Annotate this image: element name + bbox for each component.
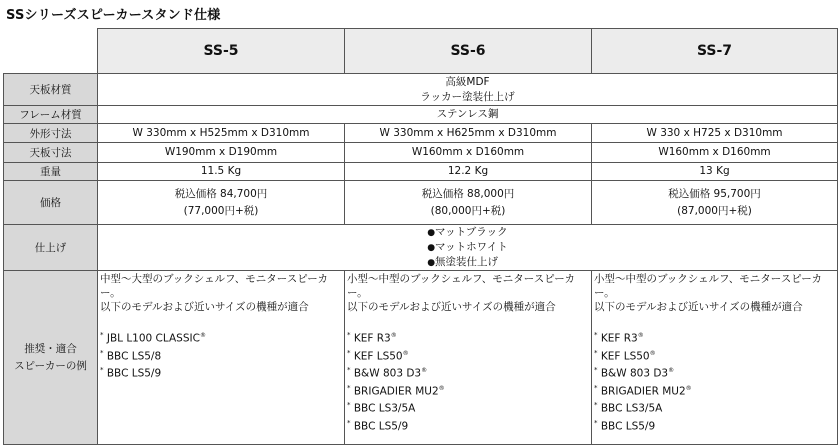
price-ss7 <box>592 181 838 225</box>
corner-cell <box>4 29 98 74</box>
finish-item: ●マットホワイト <box>427 241 508 253</box>
registered-mark: ® <box>649 349 656 357</box>
top-material-line1: 高級MDF <box>445 75 490 88</box>
price-ss5 <box>98 181 345 225</box>
dimensions-row <box>4 124 838 143</box>
finish-item: ●マットブラック <box>427 226 508 238</box>
speaker-item: * B&W 803 D3® <box>594 366 675 380</box>
frame-material-row <box>4 106 838 124</box>
registered-mark: ® <box>402 349 409 357</box>
registered-mark: ® <box>668 367 675 374</box>
price-ss6 <box>345 181 592 225</box>
price-excl-ss7: (87,000円+税) <box>677 204 752 217</box>
recommended-desc2: 以下のモデルおよび近いサイズの機種が適合 <box>347 301 556 313</box>
speaker-item: * BBC LS5/9 <box>100 366 162 380</box>
top-size-row <box>4 143 838 163</box>
speaker-item: * B&W 803 D3® <box>347 366 428 380</box>
price-incl-ss5: 税込価格 84,700円 <box>174 187 268 200</box>
speaker-item: * BRIGADIER MU2® <box>347 383 445 397</box>
speaker-list <box>594 328 835 433</box>
speaker-list <box>100 328 342 381</box>
finish-item: ●無塗装仕上げ <box>427 256 499 268</box>
recommended-ss7 <box>592 271 838 445</box>
weight-row <box>4 163 838 181</box>
speaker-item: * BRIGADIER MU2® <box>594 383 692 397</box>
speaker-list <box>347 328 589 433</box>
registered-mark: ® <box>390 332 397 339</box>
model-header-ss6: SS-6 <box>345 29 592 74</box>
speaker-item: * KEF LS50® <box>347 348 409 362</box>
top-size-ss7: W160mm x D160mm <box>592 143 838 163</box>
weight-ss7: 13 Kg <box>592 163 838 181</box>
price-excl-ss5: (77,000円+税) <box>183 204 259 217</box>
model-header-ss7: SS-7 <box>592 29 838 74</box>
spec-table <box>3 28 838 445</box>
recommended-row <box>4 271 838 445</box>
recommended-label-line2: スピーカーの例 <box>14 359 87 372</box>
recommended-label-line1: 推奨・適合 <box>24 342 77 355</box>
dimensions-ss6: W 330mm x H625mm x D310mm <box>345 124 592 143</box>
page-title: SSシリーズスピーカースタンド仕様 <box>6 8 221 23</box>
registered-mark: ® <box>199 332 206 339</box>
recommended-desc1: 中型〜大型のブックシェルフ、モニタースピーカー。 <box>100 273 329 299</box>
speaker-item: * BBC LS5/9 <box>594 418 656 432</box>
row-label-finish: 仕上げ <box>4 225 98 271</box>
row-label-weight: 重量 <box>4 163 98 181</box>
price-incl-ss7: 税込価格 95,700円 <box>668 187 761 200</box>
row-label-recommended <box>4 271 98 445</box>
bullet-icon: ● <box>427 258 436 268</box>
bullet-icon: ● <box>427 243 436 253</box>
top-material-value <box>98 74 838 106</box>
price-incl-ss6: 税込価格 88,000円 <box>421 187 515 200</box>
recommended-ss6 <box>345 271 592 445</box>
speaker-item: * KEF R3® <box>347 331 397 345</box>
recommended-desc1: 小型〜中型のブックシェルフ、モニタースピーカー。 <box>347 273 576 299</box>
row-label-price: 価格 <box>4 181 98 225</box>
registered-mark: ® <box>637 332 644 339</box>
header-row <box>4 29 838 74</box>
price-row <box>4 181 838 225</box>
finish-value <box>98 225 838 271</box>
row-label-top-material: 天板材質 <box>4 74 98 106</box>
finish-row <box>4 225 838 271</box>
dimensions-ss5: W 330mm x H525mm x D310mm <box>98 124 345 143</box>
top-material-line2: ラッカー塗装仕上げ <box>420 90 515 103</box>
top-size-ss5: W190mm x D190mm <box>98 143 345 163</box>
weight-ss5: 11.5 Kg <box>98 163 345 181</box>
registered-mark: ® <box>685 384 692 392</box>
recommended-ss5 <box>98 271 345 445</box>
speaker-item: * KEF R3® <box>594 331 644 345</box>
top-size-ss6: W160mm x D160mm <box>345 143 592 163</box>
row-label-frame-material: フレーム材質 <box>4 106 98 124</box>
row-label-top-size: 天板寸法 <box>4 143 98 163</box>
frame-material-value: ステンレス鋼 <box>98 106 838 124</box>
speaker-item: * BBC LS3/5A <box>594 401 663 415</box>
row-label-dimensions: 外形寸法 <box>4 124 98 143</box>
speaker-item: * BBC LS5/9 <box>347 418 409 432</box>
speaker-item: * KEF LS50® <box>594 348 656 362</box>
model-header-ss5: SS-5 <box>98 29 345 74</box>
recommended-desc1: 小型〜中型のブックシェルフ、モニタースピーカー。 <box>594 273 823 299</box>
weight-ss6: 12.2 Kg <box>345 163 592 181</box>
price-excl-ss6: (80,000円+税) <box>430 204 506 217</box>
top-material-row <box>4 74 838 106</box>
recommended-desc2: 以下のモデルおよび近いサイズの機種が適合 <box>594 301 803 313</box>
speaker-item: * JBL L100 CLASSIC® <box>100 331 206 345</box>
dimensions-ss7: W 330 x H725 x D310mm <box>592 124 838 143</box>
registered-mark: ® <box>438 384 445 392</box>
speaker-item: * BBC LS3/5A <box>347 401 416 415</box>
finish-list <box>427 225 508 270</box>
registered-mark: ® <box>421 367 428 374</box>
bullet-icon: ● <box>427 228 436 238</box>
speaker-item: * BBC LS5/8 <box>100 348 162 362</box>
recommended-desc2: 以下のモデルおよび近いサイズの機種が適合 <box>100 301 309 313</box>
